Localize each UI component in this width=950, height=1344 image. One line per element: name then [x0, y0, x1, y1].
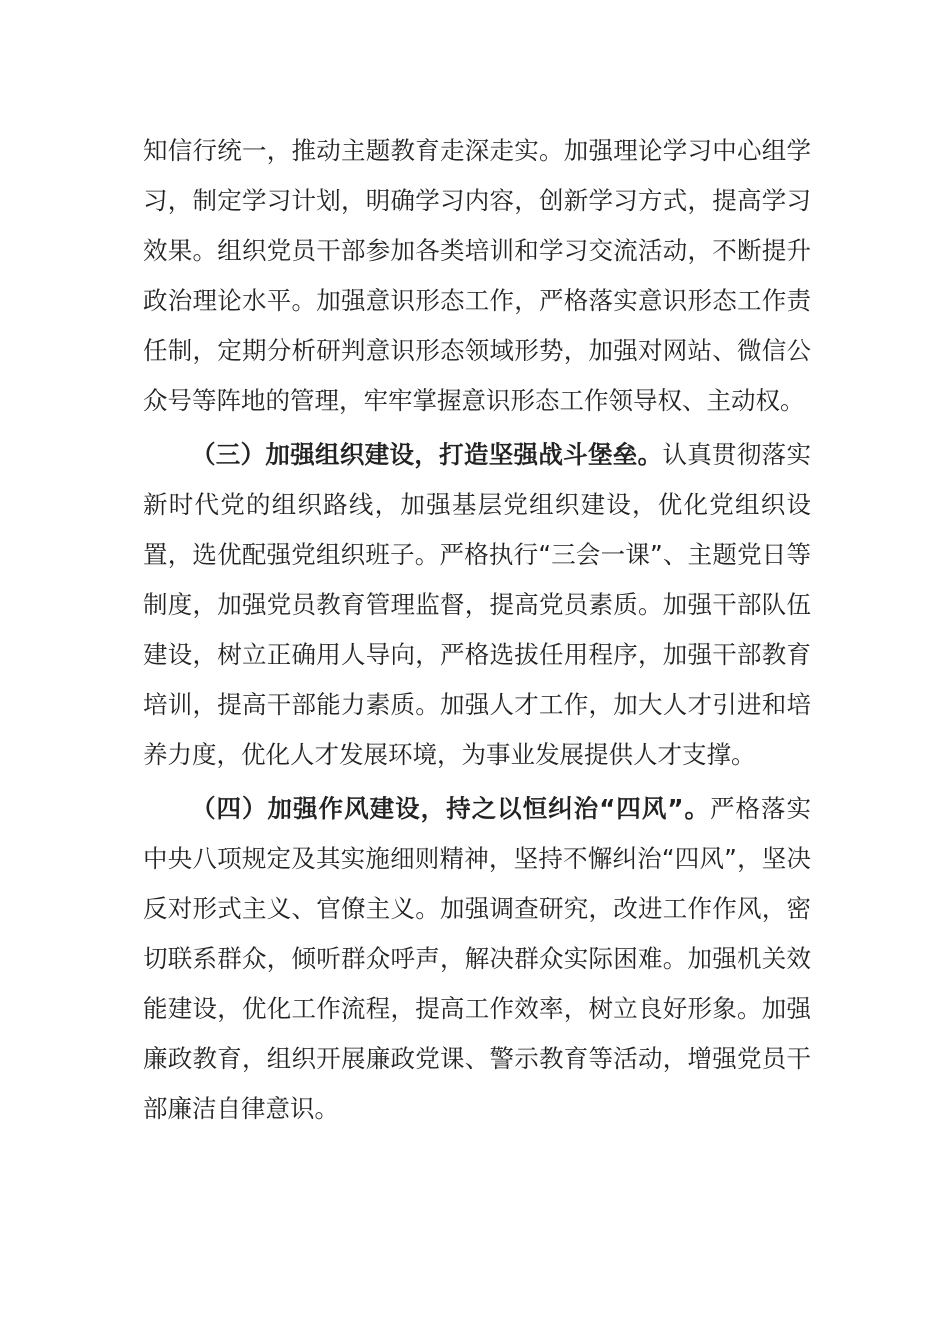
- paragraph-text: 认真贯彻落实新时代党的组织路线，加强基层党组织建设，优化党组织设置，选优配强党组织班子。严格执行“三会一课”、主题党日等制度，加强党员教育管理监督，提高党员素质。加强干部队伍建设，树立正确用人导向，严格选拔任用程序，加强干部教育培训，提高干部能力素质。加强人才工作，加大人才引进和培养力度，优化人才发展环境，为事业发展提供人才支撑。: [143, 440, 811, 769]
- section-heading-three: （三）加强组织建设，打造坚强战斗堡垒。: [191, 440, 663, 469]
- paragraph-continued: [143, 126, 811, 426]
- paragraph-work-style-building: [143, 784, 811, 1134]
- paragraph-text: 严格落实中央八项规定及其实施细则精神，坚持不懈纠治“四风”，坚决反对形式主义、官僚主义。加强调查研究，改进工作作风，密切联系群众，倾听群众呼声，解决群众实际困难。加强机关效能建设，优化工作流程，提高工作效率，树立良好形象。加强廉政教育，组织开展廉政党课、警示教育等活动，增强党员干部廉洁自律意识。: [143, 794, 812, 1123]
- document-body: [143, 126, 811, 1134]
- paragraph-text: 知信行统一，推动主题教育走深走实。加强理论学习中心组学习，制定学习计划，明确学习内容，创新学习方式，提高学习效果。组织党员干部参加各类培训和学习交流活动，不断提升政治理论水平。加强意识形态工作，严格落实意识形态工作责任制，定期分析研判意识形态领域形势，加强对网站、微信公众号等阵地的管理，牢牢掌握意识形态工作领导权、主动权。: [143, 136, 811, 415]
- paragraph-organization-building: [143, 430, 811, 780]
- section-heading-four: （四）加强作风建设，持之以恒纠治“四风”。: [191, 794, 710, 823]
